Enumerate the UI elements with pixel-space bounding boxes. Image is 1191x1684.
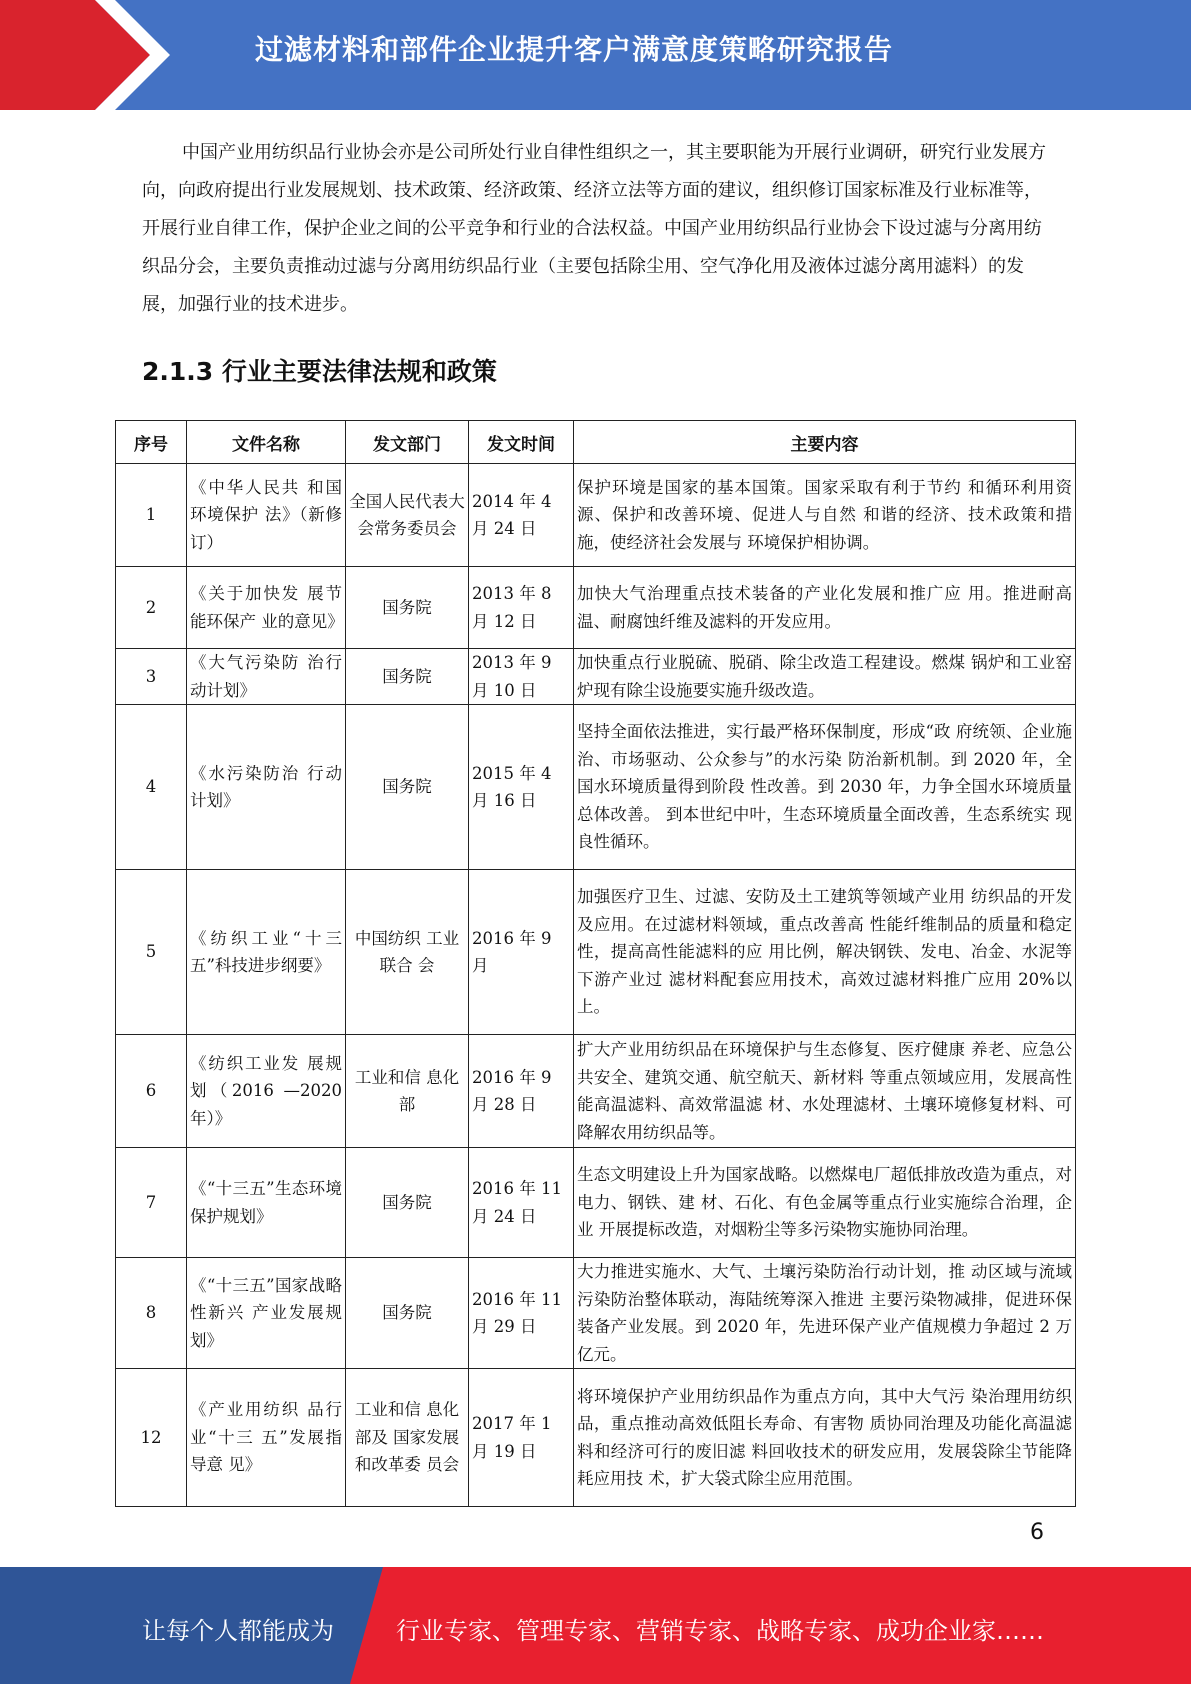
row-no: 1 <box>116 464 187 567</box>
header-banner <box>0 0 1191 110</box>
row-dept: 国务院 <box>346 649 469 705</box>
row-no: 8 <box>116 1258 187 1369</box>
row-no: 3 <box>116 649 187 705</box>
row-name: 《关于加快发 展节能环保产 业的意见》 <box>187 567 346 649</box>
row-name: 《纺织工业“十三五”科技进步纲要》 <box>187 870 346 1035</box>
row-content: 生态文明建设上升为国家战略。以燃煤电厂超低排放改造为重点，对电力、钢铁、建 材、石化、有色金属等重点行业实施综合治理，企业 开展提标改造，对烟粉尘等多污染物实施协同治理。 <box>574 1148 1076 1258</box>
row-content: 坚持全面依法推进，实行最严格环保制度，形成“政 府统领、企业施治、市场驱动、公众参与”的水污染 防治新机制。到 2020 年，全国水环境质量得到阶段 性改善。到 2030 年，力争全国水环境质量总体改善。 到本世纪中叶，生态环境质量全面改善，生态系统实 现良性循环。 <box>574 705 1076 870</box>
row-date: 2016 年 11 月 24 日 <box>469 1148 574 1258</box>
table-row <box>116 870 1076 1035</box>
row-date: 2016 年 9 月 28 日 <box>469 1035 574 1148</box>
row-dept: 国务院 <box>346 1148 469 1258</box>
row-date: 2017 年 1 月 19 日 <box>469 1369 574 1507</box>
row-date: 2015 年 4 月 16 日 <box>469 705 574 870</box>
row-date: 2016 年 11 月 29 日 <box>469 1258 574 1369</box>
row-content: 加快重点行业脱硫、脱硝、除尘改造工程建设。燃煤 锅炉和工业窑炉现有除尘设施要实施升级改造。 <box>574 649 1076 705</box>
row-no: 12 <box>116 1369 187 1507</box>
row-date: 2013 年 8 月 12 日 <box>469 567 574 649</box>
table-row <box>116 649 1076 705</box>
row-name: 《“十三五”生态环境保护规划》 <box>187 1148 346 1258</box>
row-date: 2016 年 9 月 <box>469 870 574 1035</box>
row-content: 大力推进实施水、大气、土壤污染防治行动计划，推 动区域与流域污染防治整体联动，海陆统筹深入推进 主要污染物减排，促进环保装备产业发展。到 2020 年，先进环保产业产值规模力争超过 2 万亿元。 <box>574 1258 1076 1369</box>
page-number: 6 <box>1030 1520 1044 1545</box>
table-row <box>116 1035 1076 1148</box>
row-content: 扩大产业用纺织品在环境保护与生态修复、医疗健康 养老、应急公共安全、建筑交通、航空航天、新材料 等重点领域应用，发展高性能高温滤料、高效常温滤 材、水处理滤材、土壤环境修复材料、可降解农用纺织品等。 <box>574 1035 1076 1148</box>
report-title: 过滤材料和部件企业提升客户满意度策略研究报告 <box>255 33 894 66</box>
intro-paragraph: 中国产业用纺织品行业协会亦是公司所处行业自律性组织之一，其主要职能为开展行业调研，研究行业发展方向，向政府提出行业发展规划、技术政策、经济政策、经济立法等方面的建议，组织修订国家标准及行业标准等，开展行业自律工作，保护企业之间的公平竞争和行业的合法权益。中国产业用纺织品行业协会下设过滤与分离用纺织品分会，主要负责推动过滤与分离用纺织品行业（主要包括除尘用、空气净化用及液体过滤分离用滤料）的发展，加强行业的技术进步。 <box>142 142 1046 315</box>
row-no: 4 <box>116 705 187 870</box>
row-no: 6 <box>116 1035 187 1148</box>
row-content: 加强医疗卫生、过滤、安防及土工建筑等领域产业用 纺织品的开发及应用。在过滤材料领域，重点改善高 性能纤维制品的质量和稳定性，提高高性能滤料的应 用比例，解决钢铁、发电、冶金、水泥等下游产业过 滤材料配套应用技术，高效过滤材料推广应用 20%以 上。 <box>574 870 1076 1035</box>
row-dept: 中国纺织 工业联合 会 <box>346 870 469 1035</box>
table-row <box>116 1148 1076 1258</box>
header-no: 序号 <box>116 421 187 464</box>
header-name: 文件名称 <box>187 421 346 464</box>
footer-slogan-left: 让每个人都能成为 <box>142 1617 334 1645</box>
row-date: 2014 年 4 月 24 日 <box>469 464 574 567</box>
policy-table <box>115 420 1076 1507</box>
row-dept: 国务院 <box>346 567 469 649</box>
row-dept: 国务院 <box>346 705 469 870</box>
row-name: 《纺织工业发 展规划（2016 —2020 年）》 <box>187 1035 346 1148</box>
footer-banner <box>0 1567 1191 1684</box>
table-row <box>116 464 1076 567</box>
footer-slogan-right: 行业专家、管理专家、营销专家、战略专家、成功企业家…… <box>396 1617 1044 1645</box>
row-dept: 工业和信 息化部 <box>346 1035 469 1148</box>
table-row <box>116 1369 1076 1507</box>
row-dept: 工业和信 息化部及 国家发展 和改革委 员会 <box>346 1369 469 1507</box>
section-title: 2.1.3 行业主要法律法规和政策 <box>142 357 497 386</box>
row-no: 7 <box>116 1148 187 1258</box>
row-dept: 全国人民代表大会常务委员会 <box>346 464 469 567</box>
header-date: 发文时间 <box>469 421 574 464</box>
table-row <box>116 705 1076 870</box>
row-name: 《“十三五”国家战略性新兴 产业发展规划》 <box>187 1258 346 1369</box>
row-date: 2013 年 9 月 10 日 <box>469 649 574 705</box>
row-content: 保护环境是国家的基本国策。国家采取有利于节约 和循环利用资源、保护和改善环境、促进人与自然 和谐的经济、技术政策和措施，使经济社会发展与 环境保护相协调。 <box>574 464 1076 567</box>
table-row <box>116 1258 1076 1369</box>
table-header-row <box>116 421 1076 464</box>
row-no: 5 <box>116 870 187 1035</box>
row-dept: 国务院 <box>346 1258 469 1369</box>
header-dept: 发文部门 <box>346 421 469 464</box>
row-content: 将环境保护产业用纺织品作为重点方向，其中大气污 染治理用纺织品，重点推动高效低阻长寿命、有害物 质协同治理及功能化高温滤料和经济可行的废旧滤 料回收技术的研发应用，发展袋除尘节能降耗应用技 术，扩大袋式除尘应用范围。 <box>574 1369 1076 1507</box>
row-name: 《产业用纺织 品行业“十三 五”发展指导意 见》 <box>187 1369 346 1507</box>
row-name: 《大气污染防 治行动计划》 <box>187 649 346 705</box>
row-no: 2 <box>116 567 187 649</box>
row-content: 加快大气治理重点技术装备的产业化发展和推广应 用。推进耐高温、耐腐蚀纤维及滤料的开发应用。 <box>574 567 1076 649</box>
row-name: 《中华人民共 和国环境保护 法》（新修订） <box>187 464 346 567</box>
table-row <box>116 567 1076 649</box>
row-name: 《水污染防治 行动计划》 <box>187 705 346 870</box>
header-content: 主要内容 <box>574 421 1076 464</box>
